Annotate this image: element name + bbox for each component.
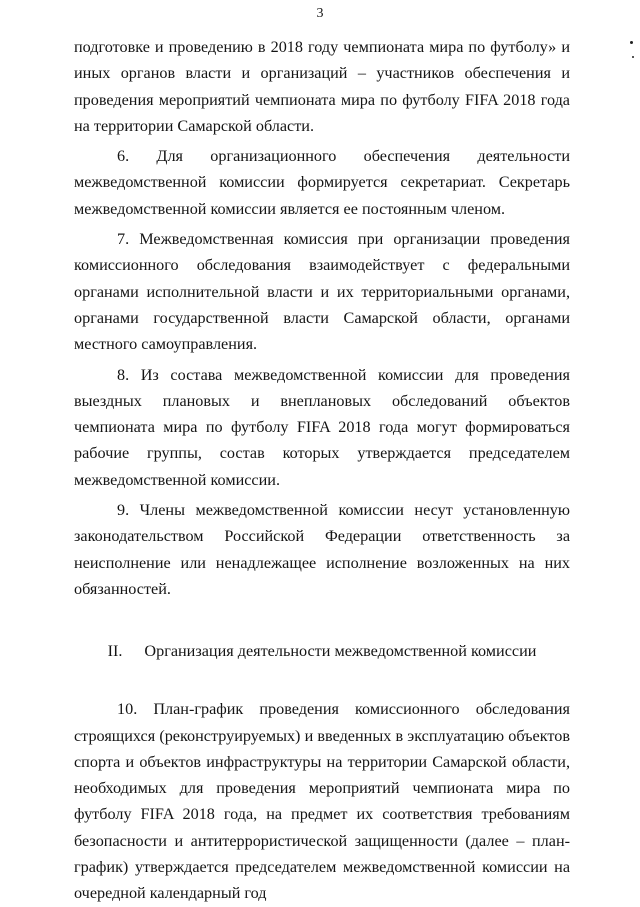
scan-speck [632,56,634,58]
paragraph-6: 6. Для организационного обеспечения деятельности межведомственной комиссии формируется секретариат. Секретарь межведомственной комиссии является ее постоянным членом. [74,147,570,218]
paragraph-8: 8. Из состава межведомственной комиссии для проведения выездных плановых и внеплановых обследований объектов чемпионата мира по футболу FIFA 2018 года могут формироваться рабочие группы, состав которых утверждается председателем межведомственной комиссии. [74,365,570,489]
scan-speck [630,41,633,44]
section-title: Организация деятельности межведомственной комиссии [144,642,537,661]
section-heading [74,638,570,664]
paragraph-9: 9. Члены межведомственной комиссии несут установленную законодательством Российской Федерации ответственность за неисполнение или ненадлежащее исполнение возложенных на них обязанностей. [74,501,570,598]
document-body [74,34,570,907]
page-number: 3 [316,6,324,21]
paragraph-7: 7. Межведомственная комиссия при организации проведения комиссионного обследования взаимодействует с федеральными органами исполнительной власти и их территориальными органами, органами государственной власти Самарской области, органами местного самоуправления. [74,230,570,354]
section-number: II. [107,642,123,661]
paragraph-continuation: подготовке и проведению в 2018 году чемпионата мира по футболу» и иных органов власти и организаций – участников обеспечения и проведения мероприятий чемпионата мира по футболу FIFA 2018 года на территории Самарской области. [74,38,570,135]
paragraph-10: 10. План-график проведения комиссионного обследования строящихся (реконструируемых) и введенных в эксплуатацию объектов спорта и объектов инфраструктуры на территории Самарской области, необходимых для проведения мероприятий чемпионата мира по футболу FIFA 2018 года, на предмет их соответствия требованиям безопасности и антитеррористической защищенности (далее – план-график) утверждается председателем межведомственной комиссии на очередной календарный год [74,700,570,903]
